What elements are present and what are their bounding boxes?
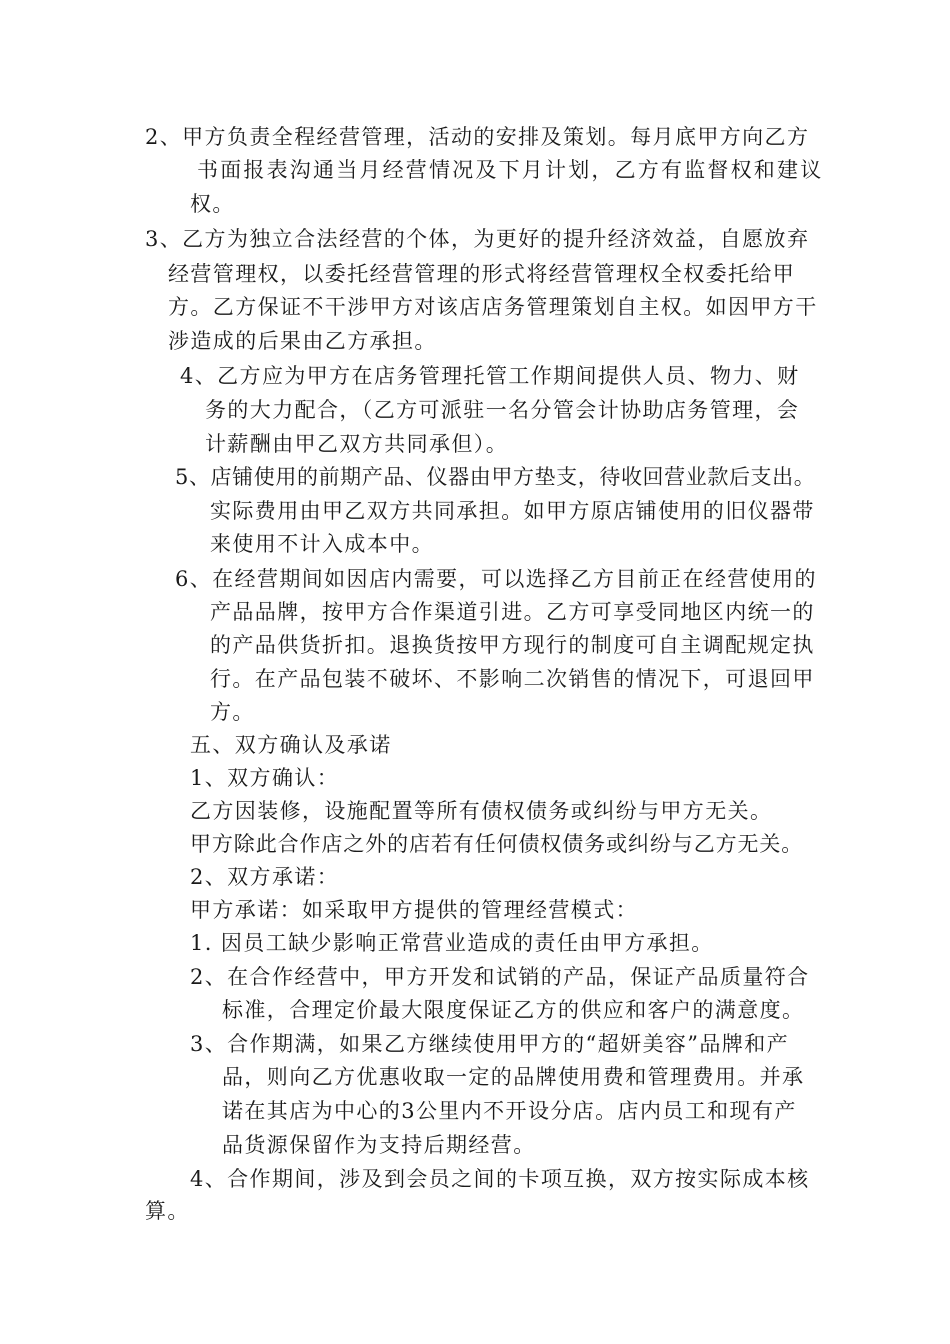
text-line: 务的大力配合，（乙方可派驻一名分管会计协助店务管理，会 <box>205 398 800 422</box>
text-line: 涉造成的后果由乙方承担。 <box>168 329 437 353</box>
text-line: 4、乙方应为甲方在店务管理托管工作期间提供人员、物力、财 <box>180 364 800 388</box>
text-line: 行。在产品包装不破坏、不影响二次销售的情况下，可退回甲 <box>210 667 815 691</box>
text-line: 5、店铺使用的前期产品、仪器由甲方垫支，待收回营业款后支出。 <box>175 465 816 489</box>
text-line: 3、合作期满，如果乙方继续使用甲方的“超妍美容”品牌和产 <box>190 1032 790 1056</box>
promise-party-a-intro: 甲方承诺：如采取甲方提供的管理经营模式： <box>190 898 638 922</box>
confirm-party-b: 乙方因装修，设施配置等所有债权债务或纠纷与甲方无关。 <box>190 799 773 823</box>
text-line: 来使用不计入成本中。 <box>210 532 434 556</box>
text-line: 4、合作期间，涉及到会员之间的卡项互换，双方按实际成本核 <box>190 1167 810 1191</box>
text-line: 方。乙方保证不干涉甲方对该店店务管理策划自主权。如因甲方干 <box>168 295 818 319</box>
confirm-heading: 1、双方确认： <box>190 766 340 790</box>
text-line: 品，则向乙方优惠收取一定的品牌使用费和管理费用。并承 <box>222 1065 805 1089</box>
text-line: 6、在经营期间如因店内需要，可以选择乙方目前正在经营使用的 <box>175 567 817 591</box>
text-line: 2、甲方负责全程经营管理，活动的安排及策划。每月底甲方向乙方 <box>145 125 810 149</box>
text-line: 方。 <box>210 700 255 724</box>
text-line: 算。 <box>145 1199 190 1223</box>
text-line: 3、乙方为独立合法经营的个体，为更好的提升经济效益，自愿放弃 <box>145 227 810 251</box>
text-line: 计薪酬由甲乙双方共同承但）。 <box>205 432 509 456</box>
text-line: 书面报表沟通当月经营情况及下月计划，乙方有监督权和建议 <box>197 158 824 182</box>
confirm-party-a: 甲方除此合作店之外的店若有任何债权债务或纠纷与乙方无关。 <box>190 832 804 856</box>
section-5-heading: 五、双方确认及承诺 <box>190 733 392 757</box>
promise-heading: 2、双方承诺： <box>190 865 340 889</box>
text-line: 经营管理权，以委托经营管理的形式将经营管理权全权委托给甲 <box>168 262 796 286</box>
text-line: 2、在合作经营中，甲方开发和试销的产品，保证产品质量符合 <box>190 965 810 989</box>
text-line: 权。 <box>190 192 235 216</box>
text-line: 诺在其店为中心的3公里内不开设分店。店内员工和现有产 <box>222 1099 797 1123</box>
text-line: 的产品供货折扣。退换货按甲方现行的制度可自主调配规定执 <box>210 633 815 657</box>
text-line: 产品品牌，按甲方合作渠道引进。乙方可享受同地区内统一的 <box>210 600 815 624</box>
text-line: 品货源保留作为支持后期经营。 <box>222 1133 536 1157</box>
text-line: 实际费用由甲乙双方共同承担。如甲方原店铺使用的旧仪器带 <box>210 499 815 523</box>
promise-item-1: 1. 因员工缺少影响正常营业造成的责任由甲方承担。 <box>190 931 714 955</box>
text-line: 标准，合理定价最大限度保证乙方的供应和客户的满意度。 <box>222 998 805 1022</box>
